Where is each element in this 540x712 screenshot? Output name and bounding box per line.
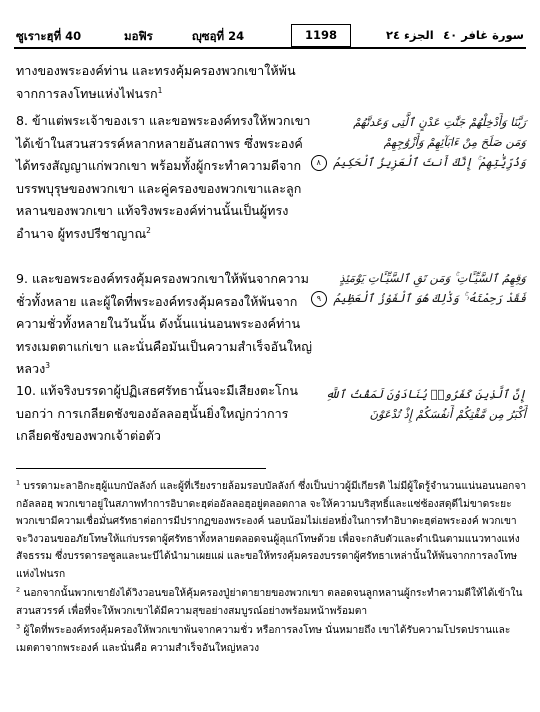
arabic-line-text: وَذُرِّيَّٰتِهِمْ ۚ إِنَّكَ أَنتَ ٱلْعَزِيزُ ٱلْحَكِيمُ	[333, 155, 526, 169]
verse-number-marker: ٩	[311, 291, 327, 307]
footnote-ref: 1	[157, 85, 163, 95]
arabic-line	[316, 152, 526, 172]
arabic-line	[316, 288, 526, 308]
arabic-line: أَكْبَرُ مِن مَّقْتِكُمْ أَنفُسَكُمْ إِذْ تُدْعَوْنَ	[369, 407, 526, 421]
footnote-text: ผู้ใดที่พระองค์ทรงคุ้มครองให้พวกเขาพ้นจากความชั่ว หรือการลงโทษ นั่นหมายถึง เขาได้รับความโปรดปรานและเมตตาจากพระองค์ และนั่นคือ ความสำเร็จอันใหญ่หลวง	[16, 625, 511, 654]
footnote-ref: 3	[45, 361, 51, 371]
verse-7-continuation	[16, 60, 316, 105]
arabic-line: إِنَّ ٱلَّذِينَ كَفَرُوا۟ يُنَادَوْنَ لَمَقْتُ ٱللَّهِ	[325, 387, 526, 401]
verse-text: 9. และขอพระองค์ทรงคุ้มครองพวกเขาให้พ้นจากความชั่วทั้งหลาย และผู้ใดที่พระองค์ทรงคุ้มครองให้พ้นจากความชั่วทั้งหลายในวันนั้น ดังนั้นแน่นอนพระองค์ท่านทรงเมตตาแก่เขา และนั่นคือมันเป็นความสำเร็จอันใหญ่หลวง	[16, 271, 313, 377]
footnote-number: 1	[16, 478, 21, 487]
footnote-3	[16, 622, 528, 657]
verse-8-translation	[16, 110, 316, 246]
verse-text: ทางของพระองค์ท่าน และทรงคุ้มครองพวกเขาให้พ้นจากการลงโทษแห่งไฟนรก	[16, 63, 296, 101]
verse-8-arabic	[316, 112, 526, 172]
footnote-number: 2	[16, 585, 21, 594]
verse-9-translation	[16, 268, 316, 381]
verse-text: 10. แท้จริงบรรดาผู้ปฏิเสธศรัทธานั้นจะมีเสียงตะโกนบอกว่า การเกลียดชังของอัลลอฮฺนั้นยิ่งใหญ่กว่าการเกลียดชังของพวกเจ้าต่อตัว	[16, 383, 298, 444]
juz-arabic-label: الجزء ٢٤	[386, 28, 434, 42]
arabic-line: وَمَن صَلَحَ مِنْ ءَابَآئِهِمْ وَأَزْوَٰجِهِمْ	[383, 135, 526, 149]
footnotes	[16, 478, 528, 659]
footnote-number: 3	[16, 622, 21, 631]
verse-10-translation	[16, 380, 316, 448]
surah-thai-label: ซูเราะฮฺที่ 40	[16, 29, 82, 43]
page-header	[14, 24, 526, 49]
arabic-line: وَقِهِمُ ٱلسَّيِّـَٔاتِ ۚ وَمَن تَقِ ٱلسَّيِّـَٔاتِ يَوْمَئِذٍ	[339, 271, 526, 285]
surah-name-thai: มอฟิร	[124, 29, 153, 43]
verse-text: 8. ข้าแต่พระเจ้าของเรา และขอพระองค์ทรงให้พวกเขาได้เข้าในสวนสวรรค์หลากหลายอันสถาพร ซึ่งพระองค์ได้ทรงสัญญาแก่พวกเขา พร้อมทั้งผู้กระทำความดีจากบรรพบุรุษของพวกเขา และคู่ครองของพวกเขาและลูกหลานของพวกเขา แท้จริงพระองค์ท่านนั้นเป็นผู้ทรงอำนาจ ผู้ทรงปรีชาญาณ	[16, 113, 311, 241]
surah-arabic-label: سورة غافر ٤٠	[443, 28, 524, 42]
verse-10-arabic	[320, 384, 526, 424]
footnote-1	[16, 478, 528, 583]
verse-number-marker: ٨	[311, 155, 327, 171]
footnote-ref: 2	[146, 225, 151, 235]
arabic-line-text: فَقَدْ رَحِمْتَهُۥ ۚ وَذَٰلِكَ هُوَ ٱلْفَوْزُ ٱلْعَظِيمُ	[333, 291, 526, 305]
footnote-divider	[16, 468, 266, 469]
verse-9-arabic	[316, 268, 526, 308]
page-number: 1198	[291, 24, 351, 47]
juz-thai-label: ญุซอฺที่ 24	[192, 29, 245, 43]
arabic-line: رَبَّنَا وَأَدْخِلْهُمْ جَنَّٰتِ عَدْنٍ ٱلَّتِى وَعَدتَّهُمْ	[353, 115, 526, 129]
footnote-2	[16, 585, 528, 620]
footnote-text: นอกจากนั้นพวกเขายังได้วิงวอนขอให้คุ้มครองปู่ย่าตายายของพวกเขา ตลอดจนลูกหลานผู้กระทำความดีให้ได้เข้าในสวนสวรรค์ เพื่อที่จะให้พวกเขาได้มีความสุขอย่างสมบูรณ์อย่างพร้อมหน้าพร้อมตา	[16, 588, 523, 617]
footnote-text: บรรดามะลาอิกะฮฺผู้แบกบัลลังก์ และผู้ที่เรียงรายล้อมรอบบัลลังก์ ซึ่งเป็นบ่าวผู้มีเกียรติ ไม่มีผู้ใดรู้จำนวนแน่นอนนอกจากอัลลอฮฺ พวกเขาอยู่ในสภาพทำการอิบาดะฮฺต่ออัลลอฮฺอยู่ตลอดกาล จะให้ความบริสุทธิ์และแซ่ซ้องสดุดีไม่ขาดระยะ พวกเขามีความเชื่อมั่นศรัทธาต่อการมีปรากฏของพระองค์ นอบน้อมไม่เย่อหยิ่งในการทำอิบาดะฮฺต่อพระองค์ พวกเขาจะวิงวอนขออภัยโทษให้แก่บรรดาผู้ศรัทธาทั้งหลายตลอดจนผู้ลุแก่โทษด้วย เพื่อจะกลับตัวและดำเนินตามแนวทางแห่งสัจธรรม ซึ่งบรรดารอซูลและนะบีได้นำมาเผยแผ่ และขอให้ทรงคุ้มครองบรรดาผู้ศรัทธาเหล่านั้นให้พ้นจากการลงโทษแห่งไฟนรก	[16, 481, 527, 580]
